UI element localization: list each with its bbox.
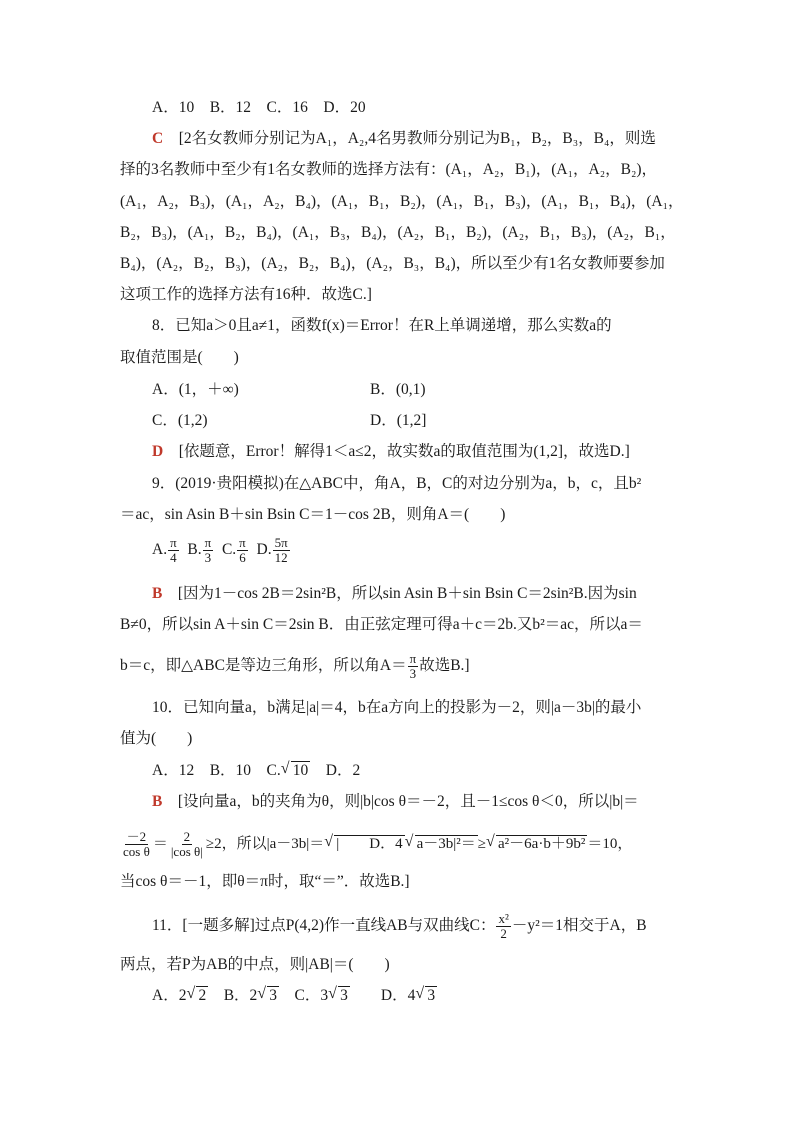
q8-option-c: C．(1,2)	[152, 412, 208, 429]
q8-option-b: B．(0,1)	[370, 381, 426, 398]
q7-solution-line-2: 择的3名教师中至少有1名女教师的选择方法有：(A₁，A₂，B₁)，(A₁，A₂，B₂)，	[120, 161, 658, 178]
q8-stem-line-2: 取值范围是( )	[120, 349, 239, 366]
answer-letter: D	[152, 443, 164, 460]
answer-letter: C	[152, 130, 164, 147]
q9-stem-line-2: ＝ac，sin Asin B＋sin Bsin C＝1－cos 2B，则角A＝( )	[120, 506, 506, 523]
q8-stem-line-1: 8．已知a＞0且a≠1，函数f(x)＝Error！在R上单调递增，那么实数a的	[152, 317, 612, 334]
solution-text: [2名女教师分别记为A₁，A₂,4名男教师分别记为B₁，B₂，B₃，B₄，则选	[178, 130, 656, 147]
q9-option-b: B. $\frac{\pi}{3}$	[187, 535, 212, 565]
sqrt-10: √ 10	[280, 760, 309, 779]
q10-solution-line-3: 当cos θ＝－1，即θ＝π时，取“＝”．故选B.]	[120, 873, 410, 890]
q7-solution-line-4: B₂，B₃)，(A₁，B₂，B₄)，(A₁，B₃，B₄)，(A₂，B₁，B₂)，(A₂，B₁，B₃)，(A₂，B₁，	[120, 224, 676, 241]
q9-solution-line-1	[152, 584, 637, 604]
q10-solution-line-2: $\frac{-2}{\text{cos θ}}$ ＝ $\frac{2}{\text{|cos θ|}}$ ≥2，所以|a－3b|＝ √ | D．4 √ a－3b|²＝ ≥ √ a²－6a·b＋9b² ＝10，	[123, 829, 633, 859]
q9-options	[152, 536, 291, 565]
q11-stem-line-2: 两点，若P为AB的中点，则|AB|＝( )	[120, 956, 390, 973]
q11-options: A．2 √ 2 B．2 √ 3 C．3 √ 3 D．4 √ 3	[152, 985, 436, 1004]
q9-option-a: A. $\frac{\pi}{4}$	[152, 535, 177, 565]
q9-option-d: D. $\frac{5\pi}{12}$	[256, 535, 288, 565]
q10-stem-line-1: 10．已知向量a，b满足|a|＝4，b在a方向上的投影为－2，则|a－3b|的最小	[152, 699, 642, 716]
q7-solution-line-1	[152, 129, 656, 149]
q8-option-d: D．(1,2]	[370, 412, 427, 429]
q7-solution-line-3: (A₁，A₂，B₃)，(A₁，A₂，B₄)，(A₁，B₁，B₂)，(A₁，B₁，B₃)，(A₁，B₁，B₄)，(A₁，	[120, 193, 684, 210]
q10-stem-line-2: 值为( )	[120, 730, 193, 747]
q9-solution-line-2: B≠0，所以sin A＋sin C＝2sin B．由正弦定理可得a＋c＝2b.又b²＝ac，所以a＝	[120, 616, 643, 633]
q9-stem-line-1: 9．(2019·贵阳模拟)在△ABC中，角A，B，C的对边分别为a，b，c，且b²	[152, 475, 642, 492]
q8-solution	[152, 442, 630, 462]
q7-solution-line-5: B₄)，(A₂，B₂，B₃)，(A₂，B₂，B₄)，(A₂，B₃，B₄)，所以至少有1名女教师要参加	[120, 255, 665, 272]
q9-solution-line-3: b＝c，即△ABC是等边三角形，所以角A＝ $\frac{\pi}{3}$ 故选B.]	[120, 651, 470, 681]
q10-options: A．12 B．10 C. √ 10 D．2	[152, 760, 361, 779]
q10-solution-line-1	[152, 792, 639, 812]
answer-letter: B	[152, 793, 163, 810]
solution-text: [因为1－cos 2B＝2sin²B，所以sin Asin B＋sin Bsin C＝2sin²B.因为sin	[177, 585, 637, 602]
solution-text: [设向量a，b的夹角为θ，则|b|cos θ＝－2，且－1≤cos θ＜0，所以|b|＝	[177, 793, 639, 810]
q9-option-c: C. $\frac{\pi}{6}$	[221, 535, 246, 565]
q7-solution-line-6: 这项工作的选择方法有16种．故选C.]	[120, 286, 372, 303]
q8-option-a: A．(1，＋∞)	[152, 381, 239, 398]
q7-options: A．10 B．12 C．16 D．20	[152, 99, 366, 116]
solution-text: [依题意，Error！解得1＜a≤2，故实数a的取值范围为(1,2]，故选D.]	[178, 443, 630, 460]
answer-letter: B	[152, 585, 163, 602]
q11-stem-line-1: 11．[一题多解]过点P(4,2)作一直线AB与双曲线C： $\frac{\text{x²}}{2}$ －y²＝1相交于A，B	[152, 911, 647, 941]
